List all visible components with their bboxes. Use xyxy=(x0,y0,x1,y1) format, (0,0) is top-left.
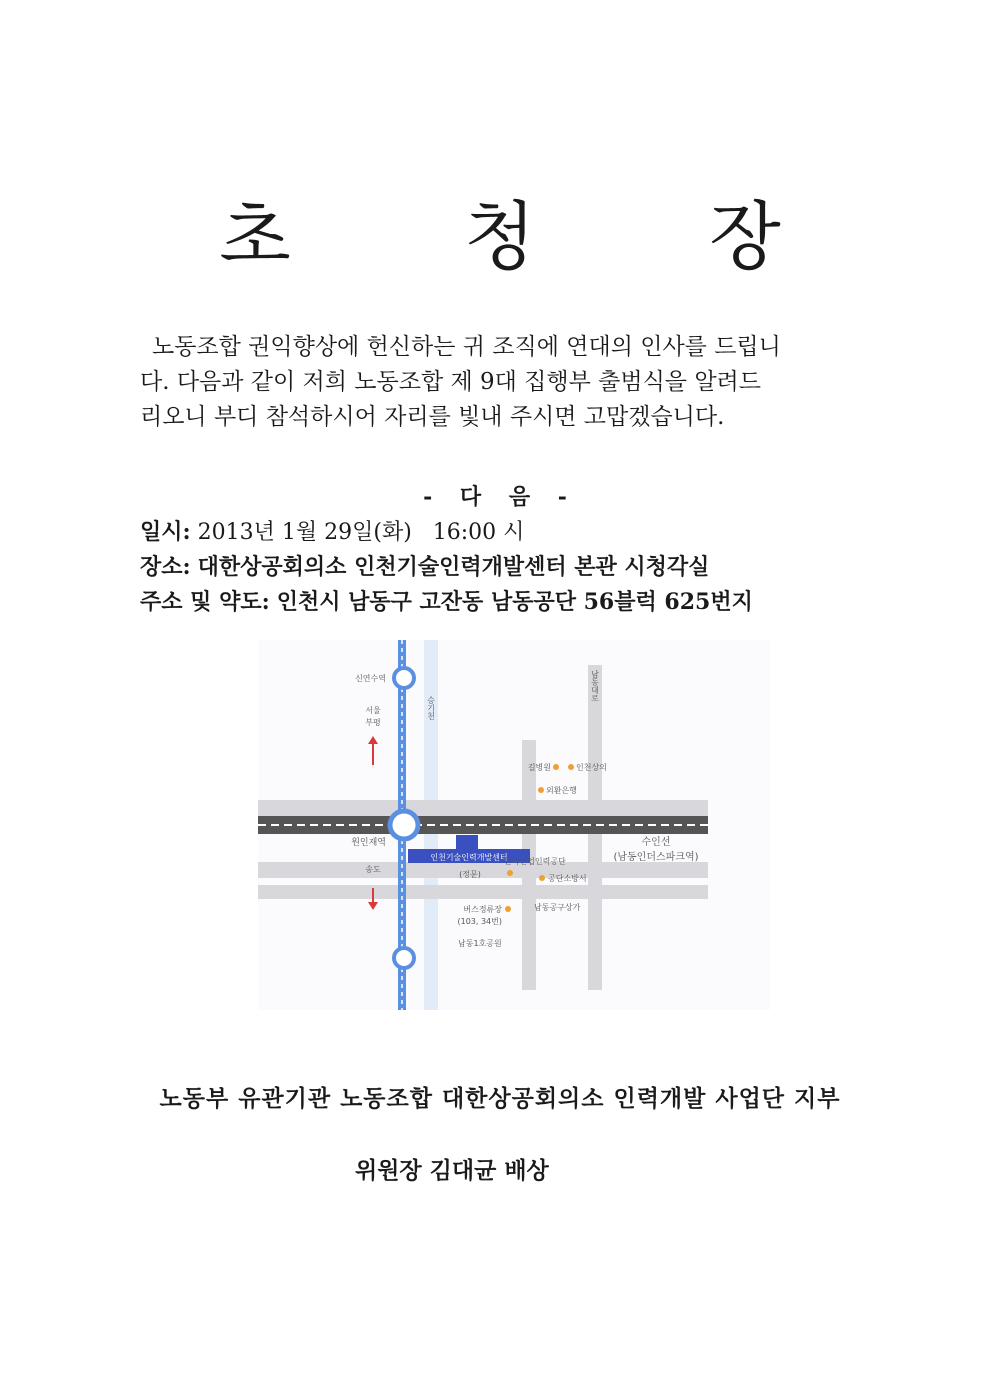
map-svg xyxy=(258,640,770,1010)
address-row xyxy=(140,585,753,620)
station-top-label: 신연수역 xyxy=(355,674,386,683)
road-horizontal-bottom xyxy=(258,885,708,899)
poi-2-label: 인천상의 xyxy=(576,763,607,772)
direction-up-label-1: 서울 xyxy=(365,706,381,715)
poi-4-label: 한국산업인력공단 xyxy=(504,857,566,866)
place-label: 장소: xyxy=(140,554,191,580)
greeting-line: 노동조합 권익향상에 헌신하는 귀 조직에 연대의 인사를 드립니 xyxy=(152,334,781,360)
poi-1-label: 길병원 xyxy=(527,763,551,772)
center-name-label: 인천기술인력개발센터 xyxy=(430,853,508,862)
greeting-line: 리오니 부디 참석하시어 자리를 빛내 주시면 고맙겠습니다. xyxy=(140,404,725,430)
poi-dot-icon xyxy=(538,787,544,793)
poi-dot-icon xyxy=(505,906,511,912)
poi-dot-icon xyxy=(553,764,559,770)
station-center-label: 원인재역 xyxy=(351,838,386,848)
bus-numbers-label: (103, 34번) xyxy=(457,917,502,926)
address-value: 인천시 남동구 고잔동 남동공단 56블럭 625번지 xyxy=(276,589,753,615)
stream-label: 승기천 xyxy=(426,696,436,720)
poi-6-label: 남동공구상가 xyxy=(534,903,581,912)
center-gate-label: (정문) xyxy=(459,870,481,879)
direction-down-label: 송도 xyxy=(365,865,381,874)
station-top-icon xyxy=(394,668,414,688)
datetime-row xyxy=(140,515,753,550)
greeting-line: 다. 다음과 같이 저희 노동조합 제 9대 집행부 출범식을 알려드 xyxy=(140,369,761,395)
poi-dot-icon xyxy=(507,870,513,876)
signature: 위원장 김대균 배상 xyxy=(355,1157,549,1184)
bus-stop-label: 버스정류장 xyxy=(463,905,502,914)
park-label: 남동1호공원 xyxy=(458,939,502,948)
road-east-label: 남동대로 xyxy=(590,670,600,702)
document-title: 초 청 장 xyxy=(219,194,856,280)
notice-heading: - 다 음 - xyxy=(423,484,577,510)
station-bottom-icon xyxy=(394,948,414,968)
event-details xyxy=(140,515,753,620)
poi-3-label: 외환은행 xyxy=(546,786,577,795)
rail-station-label: (남동인더스파크역) xyxy=(613,852,699,863)
organization-name: 노동부 유관기관 노동조합 대한상공회의소 인력개발 사업단 지부 xyxy=(159,1085,841,1112)
location-map xyxy=(258,640,770,1010)
station-center-icon xyxy=(390,811,418,839)
poi-dot-icon xyxy=(568,764,574,770)
datetime-label: 일시: xyxy=(140,519,191,545)
greeting-paragraph xyxy=(140,330,860,435)
address-label: 주소 및 약도: xyxy=(140,589,270,615)
road-horizontal-middle xyxy=(258,862,708,878)
place-value: 대한상공회의소 인천기술인력개발센터 본관 시청각실 xyxy=(197,554,710,580)
poi-5-label: 공단소방서 xyxy=(548,874,587,883)
datetime-value: 2013년 1월 29일(화) 16:00 시 xyxy=(197,520,525,545)
direction-up-label-2: 부평 xyxy=(365,718,381,727)
poi-dot-icon xyxy=(539,875,545,881)
place-row xyxy=(140,550,753,585)
rail-line-label: 수인선 xyxy=(641,837,671,848)
